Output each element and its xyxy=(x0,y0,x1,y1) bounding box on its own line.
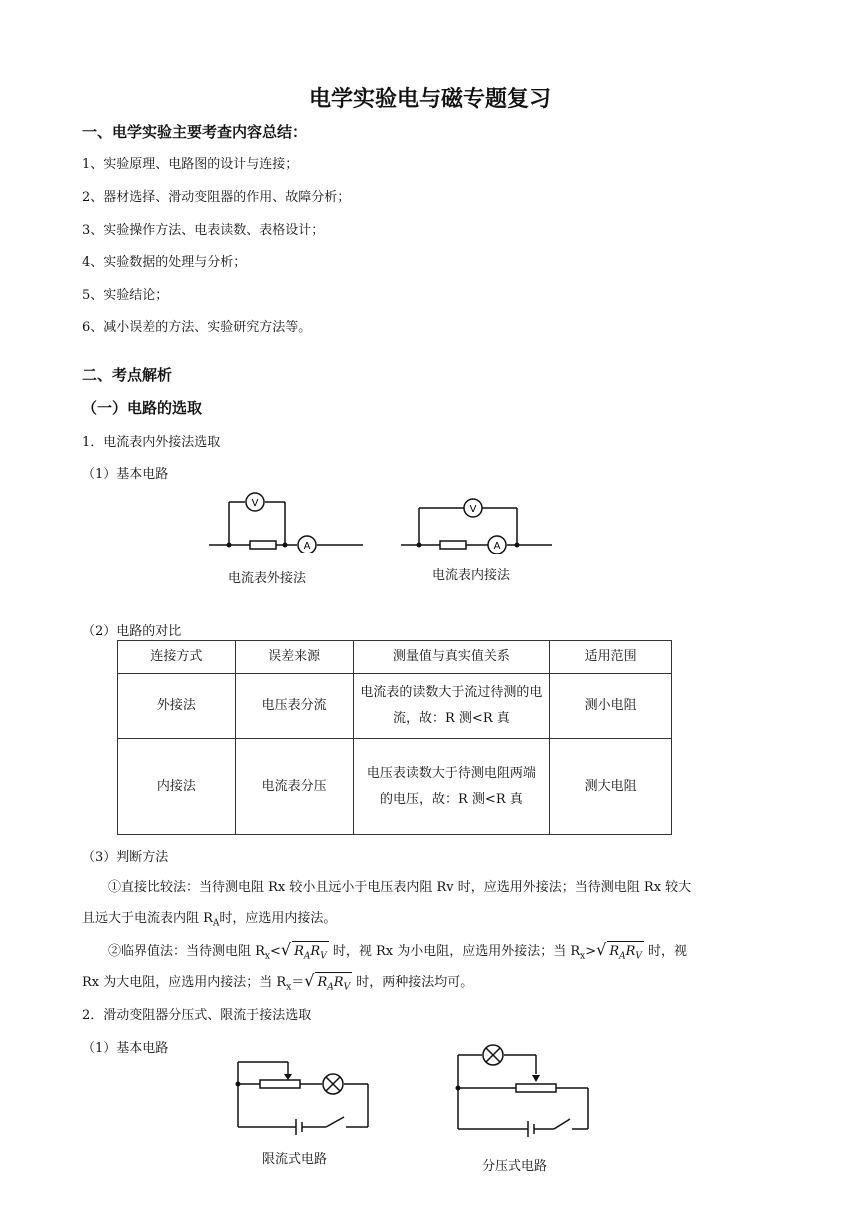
subsection-heading: （一）电路的选取 xyxy=(82,399,203,417)
paragraph-direct-comparison-cont: 且远大于电流表内阻 $R_A$时，应选用内接法。 xyxy=(82,911,337,929)
table-header: 连接方式 xyxy=(118,641,236,674)
circuit-divider-diagram xyxy=(450,1042,600,1137)
table-cell: 电压表读数大于待测电阻两端的电压，故：R 测<R 真 xyxy=(353,739,550,835)
circuit-limiting-diagram xyxy=(228,1055,378,1135)
figure-caption: 限流式电路 xyxy=(262,1152,328,1167)
table-row xyxy=(118,739,672,835)
table-cell: 内接法 xyxy=(118,739,236,835)
paragraph-critical-value-cont: Rx 为大电阻，应选用内接法；当 $R_x=√$ $R_AR_V$ 时，两种接法均可。 xyxy=(82,971,473,998)
table-cell: 外接法 xyxy=(118,674,236,739)
section2-heading: 二、考点解析 xyxy=(82,366,173,384)
table-cell: 电流表的读数大于流过待测的电流，故：R 测<R 真 xyxy=(353,674,550,739)
voltmeter-label: V xyxy=(251,498,259,509)
subtopic-heading: （3）判断方法 xyxy=(82,850,169,865)
comparison-table xyxy=(117,640,672,835)
table-cell: 电流表分压 xyxy=(235,739,353,835)
figure-caption: 电流表外接法 xyxy=(228,571,307,586)
table-header: 误差来源 xyxy=(235,641,353,674)
figure-caption: 分压式电路 xyxy=(482,1159,548,1174)
voltmeter-label: V xyxy=(469,504,477,515)
subtopic-heading: （1）基本电路 xyxy=(82,467,169,482)
section1-heading: 一、电学实验主要考查内容总结： xyxy=(82,123,308,141)
sqrt-icon: √ xyxy=(280,940,292,959)
list-item: 2、器材选择、滑动变阻器的作用、故障分析； xyxy=(82,190,351,205)
list-item: 1、实验原理、电路图的设计与连接； xyxy=(82,157,299,172)
formula-sqrt: $R_AR_V$ xyxy=(292,941,329,967)
page-title: 电学实验电与磁专题复习 xyxy=(308,87,551,112)
topic-heading: 2．滑动变阻器分压式、限流于接法选取 xyxy=(82,1008,312,1023)
ammeter-label: A xyxy=(493,541,501,552)
circuit-inner-diagram xyxy=(397,494,557,554)
table-header: 测量值与真实值关系 xyxy=(353,641,550,674)
sqrt-icon: √ xyxy=(304,971,315,990)
list-item: 6、减小误差的方法、实验研究方法等。 xyxy=(82,320,312,335)
table-header-row xyxy=(118,641,672,674)
circuit-outer-diagram xyxy=(205,488,370,553)
sqrt-icon: √ xyxy=(596,940,607,959)
paragraph-critical-value: ②临界值法：当待测电阻 $R_x<√$ $R_AR_V$ 时，视 Rx 为小电阻，应选用外接法；当 $R_x>√$ $R_AR_V$ 时，视 xyxy=(108,940,687,967)
paragraph-direct-comparison: ①直接比较法：当待测电阻 Rx 较小且远小于电压表内阻 Rv 时，应选用外接法；当待测电阻 Rx 较大 xyxy=(108,880,692,895)
formula-sqrt: $R_AR_V$ xyxy=(315,972,352,998)
figure-caption: 电流表内接法 xyxy=(432,568,511,583)
formula-sqrt: $R_AR_V$ xyxy=(607,941,644,967)
subtopic-heading: （1）基本电路 xyxy=(82,1041,169,1056)
list-item: 5、实验结论； xyxy=(82,288,169,303)
list-item: 3、实验操作方法、电表读数、表格设计； xyxy=(82,223,325,238)
table-cell: 电压表分流 xyxy=(235,674,353,739)
table-row xyxy=(118,674,672,739)
table-cell: 测小电阻 xyxy=(550,674,672,739)
subtopic-heading: （2）电路的对比 xyxy=(82,624,182,639)
list-item: 4、实验数据的处理与分析； xyxy=(82,255,247,270)
table-cell: 测大电阻 xyxy=(550,739,672,835)
topic-heading: 1．电流表内外接法选取 xyxy=(82,435,221,450)
table-header: 适用范围 xyxy=(550,641,672,674)
ammeter-label: A xyxy=(303,541,311,552)
